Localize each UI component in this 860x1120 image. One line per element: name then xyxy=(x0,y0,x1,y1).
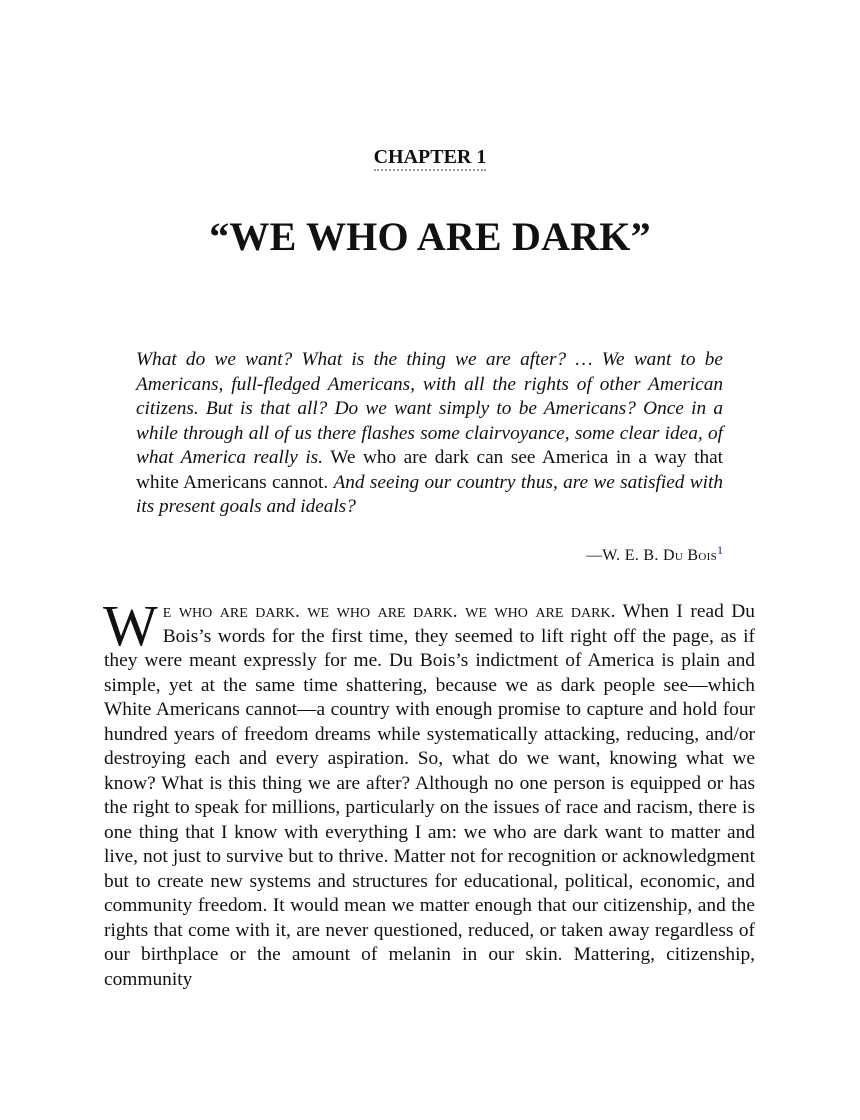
chapter-number[interactable]: CHAPTER 1 xyxy=(374,146,487,171)
epigraph-italic-2: And seeing our country thus, are we satisfied with its present goals and ideals? xyxy=(136,471,723,517)
attribution-dash: — xyxy=(586,547,603,564)
footnote-link[interactable]: 1 xyxy=(717,543,723,557)
epigraph-roman: We who are dark can see America in a way that white Americans cannot. xyxy=(136,447,724,493)
body-paragraph xyxy=(103,593,755,992)
drop-cap: W xyxy=(103,593,158,658)
epigraph-attribution xyxy=(136,543,723,566)
paragraph-text: When I read Du Bois’s words for the first time, they seemed to lift right off the page, as if they were meant expressly for me. Du Bois’s indictment of America is plain and simple, yet at the same time shattering, because we as dark people see—which White Americans cannot—a country with enough promise to capture and hold four hundred years of freedom dreams while systematically attacking, reducing, and/or destroying each and every aspiration. So, what do we want, knowing what we know? What is this thing we are after? Although no one person is equipped or has the right to speak for millions, particularly on the issues of race and racism, there is one thing that I know with everything I am: we who are dark want to matter and live, not just to survive but to thrive. Matter not for recognition or acknowledgment but to create new systems and structures for educational, political, economic, and community freedom. It would mean we matter enough that our citizenship, and the rights that come with it, are never questioned, reduced, or taken away regardless of our birthplace or the amount of melanin in our skin. Mattering, citizenship, community xyxy=(104,601,755,990)
epigraph-italic-1: What do we want? What is the thing we are after? … We want to be Americans, full-fledged Americans, with all the rights of other American citizens. But is that all? Do we want simply to be Americans? Once in a while through all of us there flashes some clairvoyance, some clear idea, of what America really is. xyxy=(136,349,723,468)
chapter-title: “WE WHO ARE DARK” xyxy=(209,214,651,259)
epigraph-quote xyxy=(136,348,723,520)
lead-in-small-caps: e who are dark. we who are dark. we who are dark. xyxy=(162,601,616,622)
chapter-label xyxy=(0,145,860,169)
attribution-name: W. E. B. Du Bois xyxy=(602,547,717,564)
